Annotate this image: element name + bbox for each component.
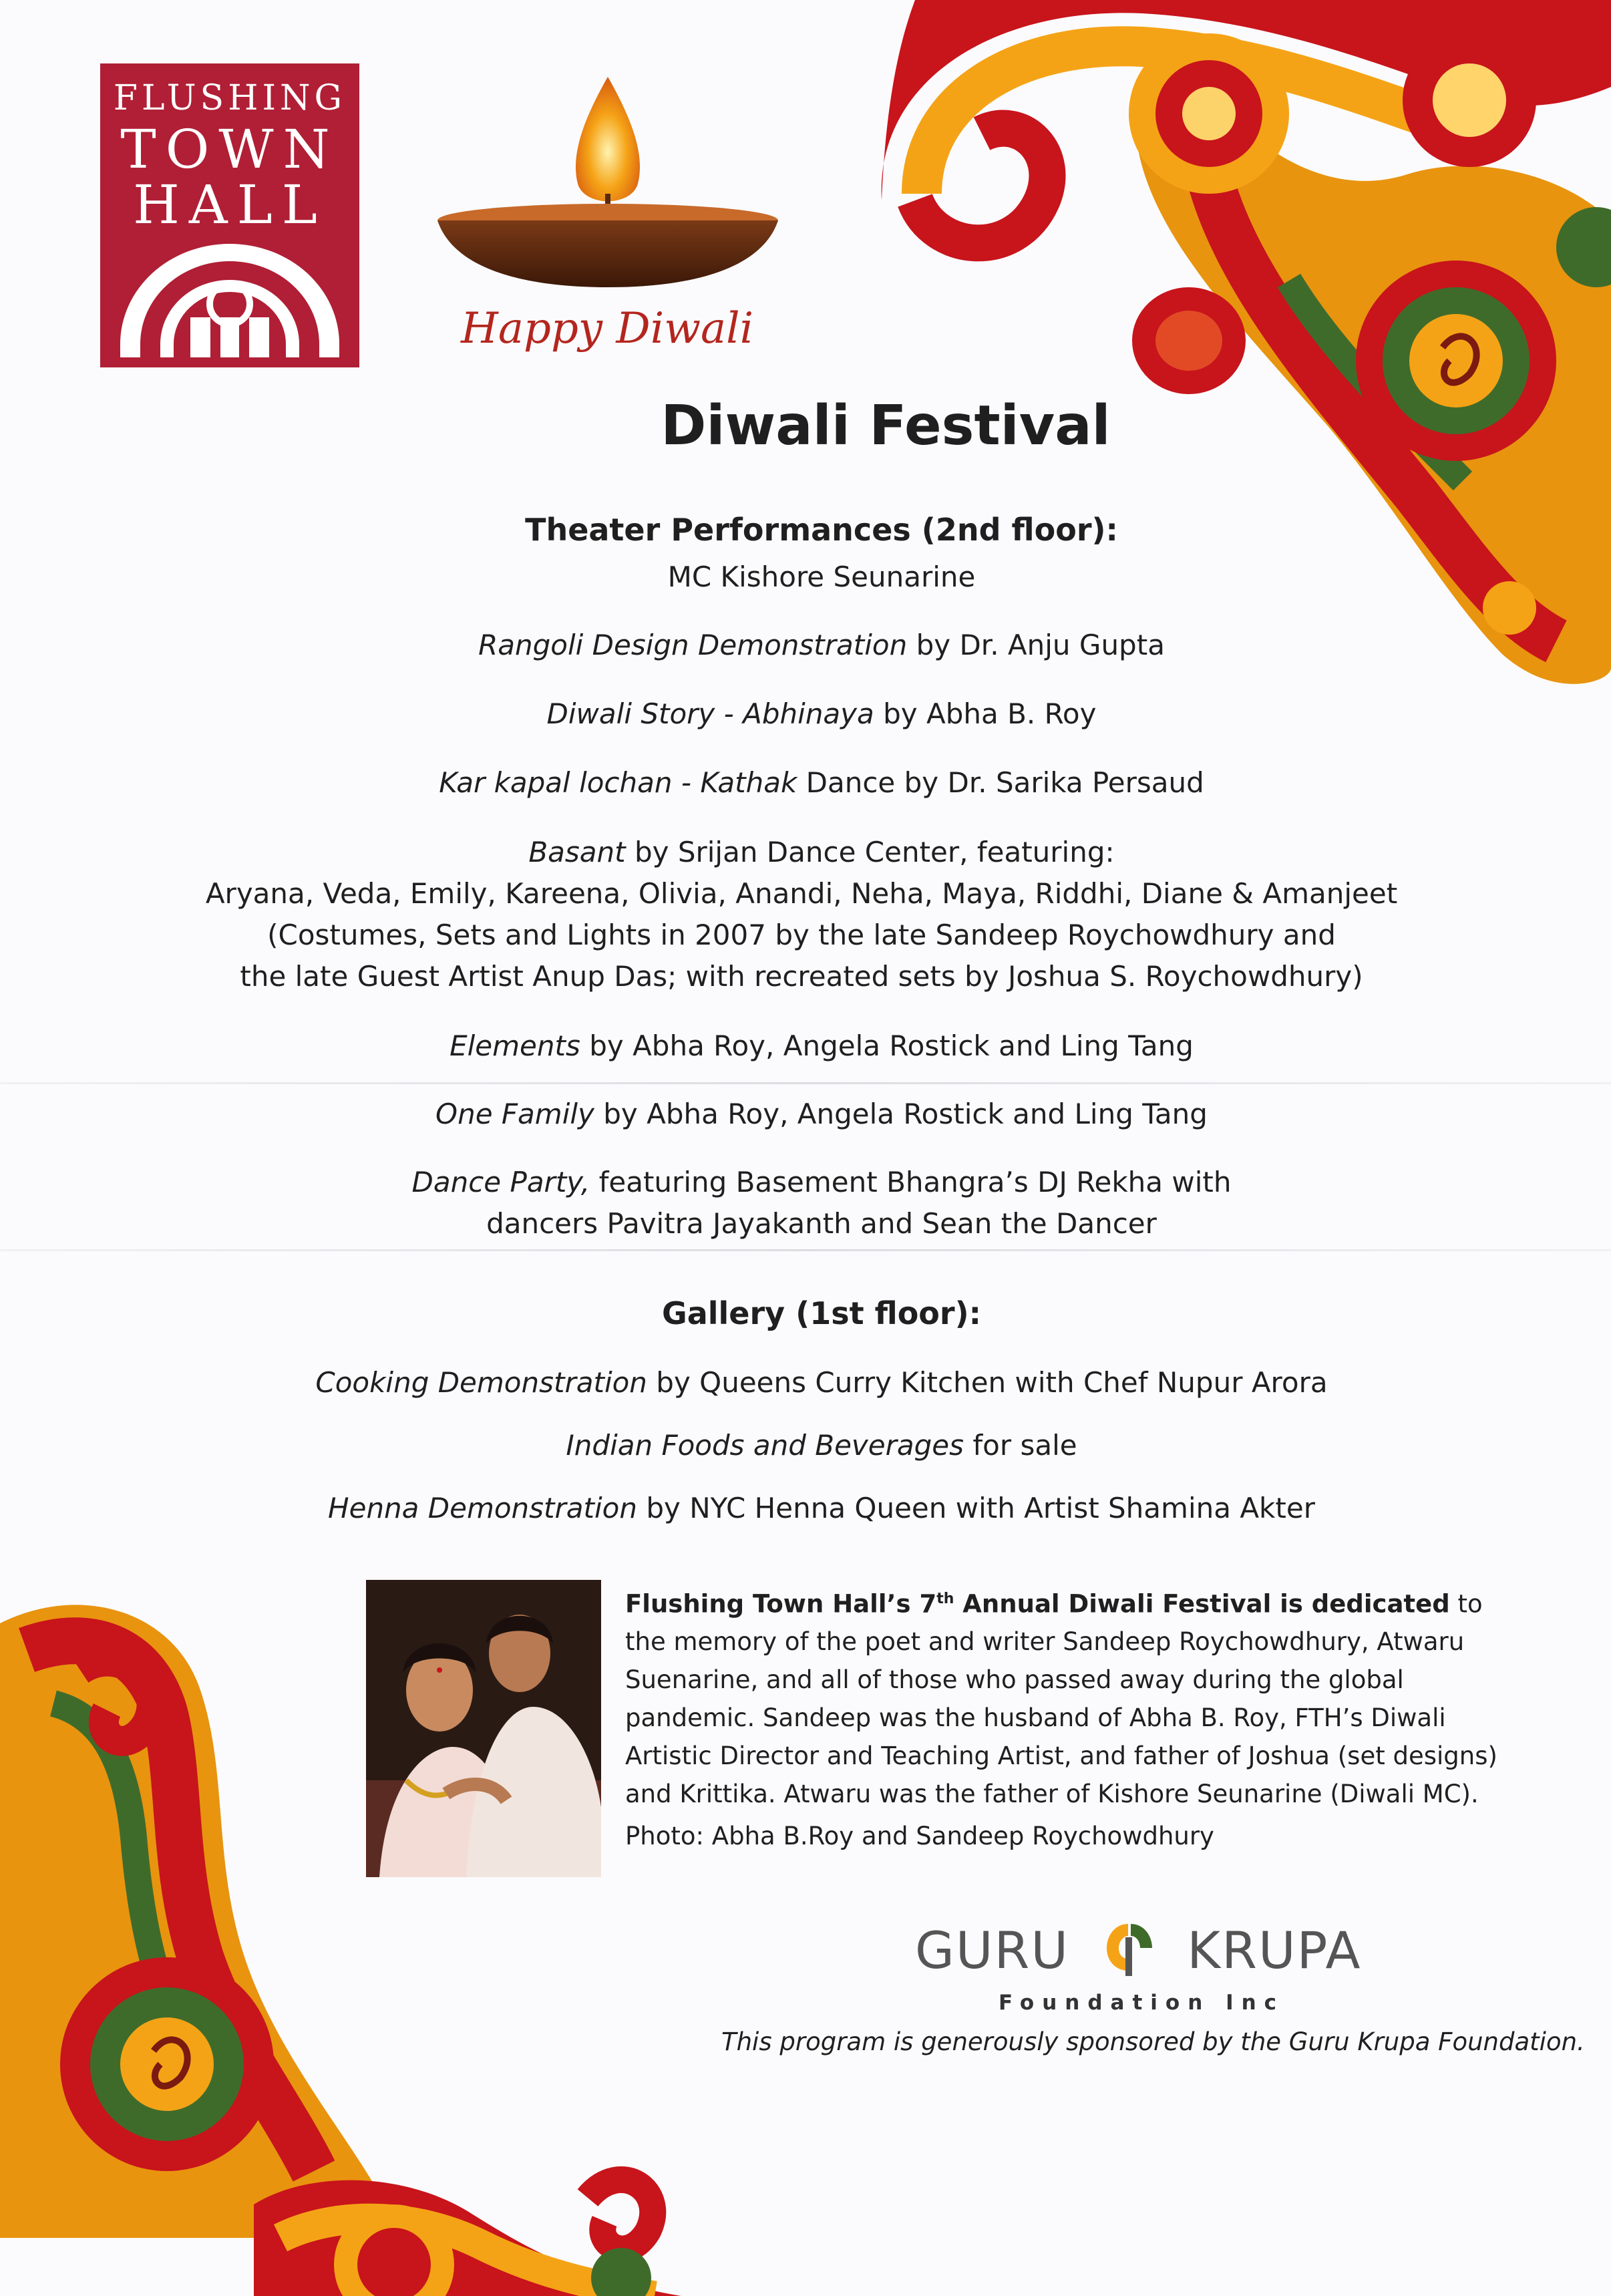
theater-item-rangoli xyxy=(220,627,1423,664)
basant-credit-line1: (Costumes, Sets and Lights in 2007 by the late Sandeep Roychowdhury and xyxy=(267,919,1336,951)
logo-line-hall: HALL xyxy=(133,174,327,236)
paper-fold-line xyxy=(0,1249,1611,1251)
building-arch-icon xyxy=(114,244,346,357)
theater-item-credit: by Dr. Anju Gupta xyxy=(907,629,1165,661)
theater-item-credit: Dance by Dr. Sarika Persaud xyxy=(797,766,1204,799)
theater-item-title: One Family xyxy=(435,1098,594,1130)
happy-diwali-greeting: Happy Diwali xyxy=(461,304,754,353)
guru-krupa-logo xyxy=(915,1917,1362,1980)
diya-lamp-icon xyxy=(427,70,788,291)
logo-line-flushing: FLUSHING xyxy=(113,78,347,118)
theater-item-credit: by Abha Roy, Angela Rostick and Ling Tang xyxy=(580,1029,1194,1062)
theater-item-dance-party xyxy=(220,1164,1423,1201)
theater-item-title: Elements xyxy=(450,1029,580,1062)
gallery-heading: Gallery (1st floor): xyxy=(661,1295,982,1331)
theater-item-basant xyxy=(220,834,1423,871)
gallery-item-cooking xyxy=(220,1364,1423,1402)
logo-line-town: TOWN xyxy=(120,118,339,180)
rangoli-top-right-decoration xyxy=(862,0,1611,708)
guru-krupa-emblem-icon xyxy=(1095,1917,1161,1977)
gallery-item-title: Cooking Demonstration xyxy=(315,1366,647,1399)
basant-credit-line2: the late Guest Artist Anup Das; with recreated sets by Joshua S. Roychowdhury) xyxy=(240,960,1363,993)
theater-heading: Theater Performances (2nd floor): xyxy=(525,512,1118,548)
paper-fold-line xyxy=(0,1082,1611,1084)
photo-caption: Photo: Abha B.Roy and Sandeep Roychowdhury xyxy=(625,1822,1214,1851)
theater-item-title: Rangoli Design Demonstration xyxy=(478,629,908,661)
gallery-item-henna xyxy=(220,1490,1423,1527)
gallery-item-credit: for sale xyxy=(964,1429,1077,1462)
theater-item-credit: by Srijan Dance Center, featuring: xyxy=(625,836,1115,868)
sponsor-foundation-label: Foundation Inc xyxy=(999,1991,1285,2015)
dedication-bold-start: Flushing Town Hall’s 7 xyxy=(625,1589,937,1619)
gallery-item-credit: by NYC Henna Queen with Artist Shamina Akter xyxy=(637,1492,1315,1524)
gallery-item-title: Henna Demonstration xyxy=(328,1492,637,1524)
sponsor-logo-right: KRUPA xyxy=(1187,1921,1362,1980)
dedication-superscript: th xyxy=(936,1591,954,1607)
sponsor-note: This program is generously sponsored by the Guru Krupa Foundation. xyxy=(721,2027,1585,2056)
theater-item-title: Diwali Story - Abhinaya xyxy=(546,697,874,730)
theater-item-credit: by Abha Roy, Angela Rostick and Ling Tang xyxy=(594,1098,1208,1130)
dedication-bold-end: Annual Diwali Festival is dedicated xyxy=(954,1589,1450,1619)
theater-item-diwali-story xyxy=(220,695,1423,733)
theater-item-credit: by Abha B. Roy xyxy=(874,697,1097,730)
sponsor-logo-left: GURU xyxy=(915,1921,1069,1980)
dance-party-line2: dancers Pavitra Jayakanth and Sean the Dancer xyxy=(486,1207,1157,1240)
gallery-item-foods xyxy=(220,1427,1423,1464)
gallery-item-credit: by Queens Curry Kitchen with Chef Nupur Arora xyxy=(647,1366,1328,1399)
dedication-photo xyxy=(366,1580,601,1877)
flushing-town-hall-logo xyxy=(100,63,359,367)
theater-item-credit: featuring Basement Bhangra’s DJ Rekha with xyxy=(590,1166,1232,1198)
page-title: Diwali Festival xyxy=(661,394,1111,458)
theater-item-title: Basant xyxy=(528,836,626,868)
theater-item-kathak xyxy=(220,764,1423,802)
theater-item-elements xyxy=(220,1027,1423,1065)
gallery-item-title: Indian Foods and Beverages xyxy=(566,1429,964,1462)
dedication-body: to the memory of the poet and writer Sandeep Roychowdhury, Atwaru Suenarine, and all of those who passed away during the global pandemic. Sandeep was the husband of Abha B. Roy, FTH’s Diwali Artistic Director and Teaching Artist, and father of Joshua (set designs) and Krittika. Atwaru was the father of Kishore Seunarine (Diwali MC). xyxy=(625,1589,1497,1809)
theater-item-title: Kar kapal lochan - Kathak xyxy=(439,766,797,799)
theater-item-title: Dance Party, xyxy=(411,1166,590,1198)
theater-mc: MC Kishore Seunarine xyxy=(667,560,976,593)
theater-item-one-family xyxy=(220,1096,1423,1133)
basant-dancers: Aryana, Veda, Emily, Kareena, Olivia, Anandi, Neha, Maya, Riddhi, Diane & Amanjeet xyxy=(205,877,1398,910)
dedication-text xyxy=(625,1580,1513,1855)
